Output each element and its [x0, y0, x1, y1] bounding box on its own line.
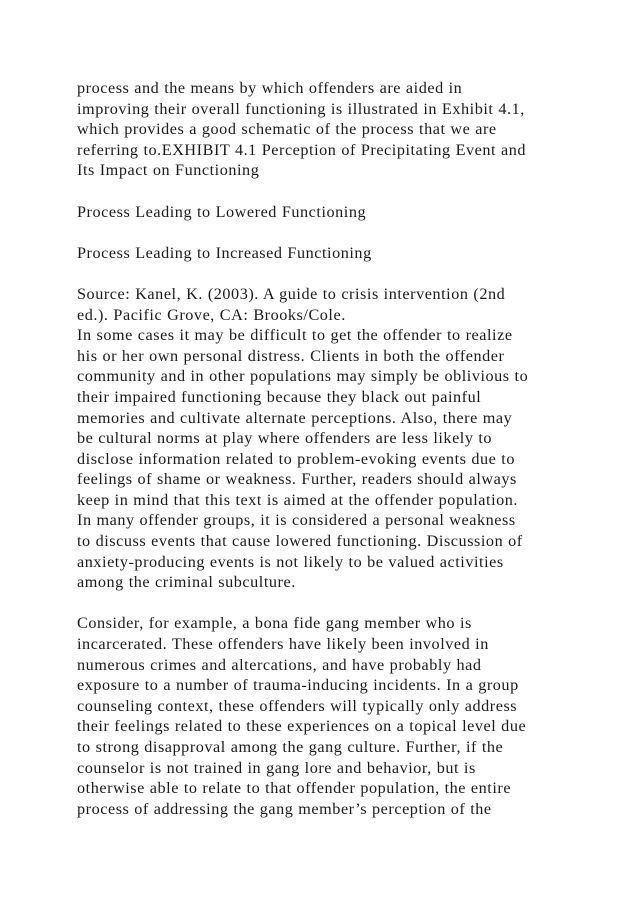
text-line: to discuss events that cause lowered functioning. Discussion of [77, 532, 523, 551]
text-line: process and the means by which offenders are aided in [77, 79, 463, 97]
text-line: community and in other populations may simply be oblivious to [77, 367, 529, 386]
text-line: referring to.EXHIBIT 4.1 Perception of Precipitating Event and [77, 140, 527, 159]
text-line: Source: Kanel, K. (2003). A guide to crisis intervention (2nd [77, 284, 506, 303]
text-line: incarcerated. These offenders have likely been involved in [77, 635, 489, 654]
paragraph-gap [77, 593, 597, 614]
text-line: counselor is not trained in gang lore and behavior, but is [77, 758, 476, 777]
text-line: to strong disapproval among the gang culture. Further, if the [77, 738, 504, 756]
label-lowered-functioning: Process Leading to Lowered Functioning [77, 202, 367, 221]
text-line: memories and cultivate alternate perceptions. Also, there may [77, 408, 513, 427]
text-line: which provides a good schematic of the process that we are [77, 120, 497, 139]
text-line: improving their overall functioning is illustrated in Exhibit 4.1, [77, 99, 525, 118]
text-line: counseling context, these offenders will typically only address [77, 696, 518, 715]
source-citation [77, 284, 597, 325]
paragraph-gang-member [77, 613, 597, 819]
text-line: Consider, for example, a bona fide gang member who is [77, 614, 472, 633]
paragraph-distress [77, 325, 597, 593]
paragraph-gap [77, 181, 597, 202]
paragraph-intro [77, 78, 597, 181]
text-line: Its Impact on Functioning [77, 161, 260, 180]
text-line: among the criminal subculture. [77, 573, 296, 592]
label-increased-functioning: Process Leading to Increased Functioning [77, 243, 372, 262]
text-line: their impaired functioning because they black out painful [77, 387, 482, 406]
paragraph-gap [77, 222, 597, 243]
text-line: his or her own personal distress. Clients in both the offender [77, 346, 505, 365]
text-line: their feelings related to these experiences on a topical level due [77, 717, 527, 736]
document-body [77, 78, 597, 819]
text-line: disclose information related to problem-evoking events due to [77, 449, 515, 468]
text-line: anxiety-producing events is not likely to be valued activities [77, 552, 504, 571]
paragraph-gap [77, 263, 597, 284]
text-line: be cultural norms at play where offenders are less likely to [77, 429, 493, 448]
text-line: process of addressing the gang member’s perception of the [77, 799, 492, 818]
text-line: feelings of shame or weakness. Further, readers should always [77, 470, 517, 489]
text-line: In many offender groups, it is considered a personal weakness [77, 511, 516, 530]
text-line: In some cases it may be difficult to get the offender to realize [77, 326, 513, 345]
text-line: keep in mind that this text is aimed at the offender population. [77, 490, 518, 509]
text-line: exposure to a number of trauma-inducing incidents. In a group [77, 676, 519, 695]
text-line: numerous crimes and altercations, and have probably had [77, 655, 482, 674]
text-line: otherwise able to relate to that offender population, the entire [77, 779, 512, 798]
text-line: ed.). Pacific Grove, CA: Brooks/Cole. [77, 305, 346, 324]
